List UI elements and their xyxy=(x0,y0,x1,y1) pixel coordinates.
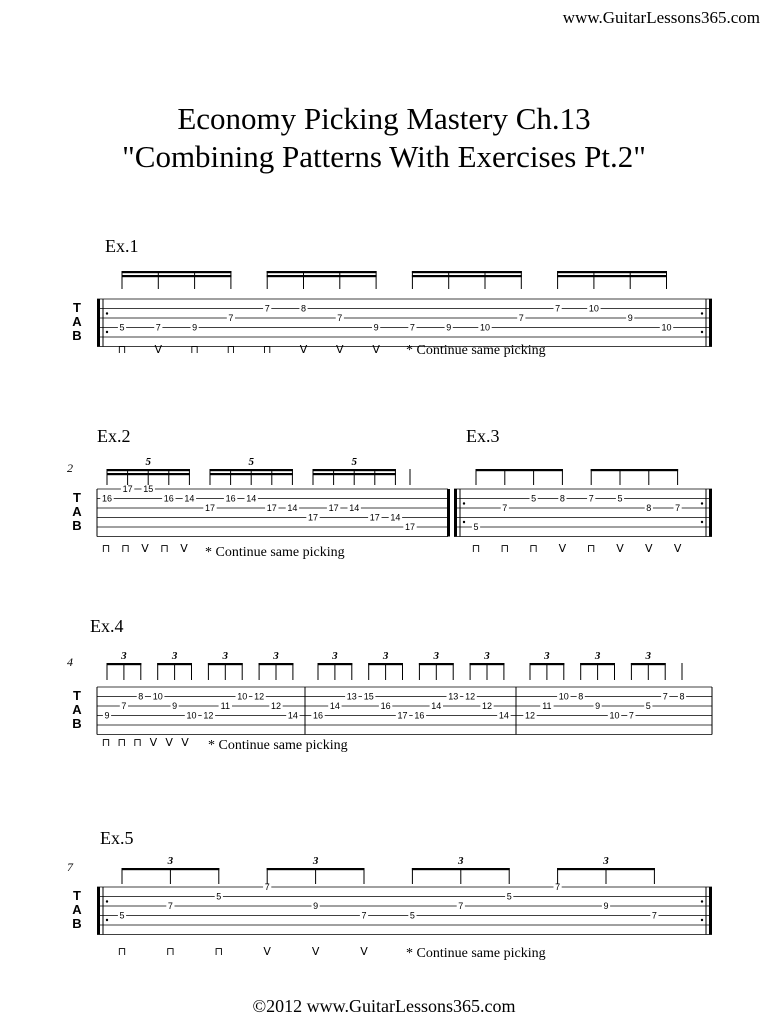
fret-number: 7 xyxy=(155,322,161,333)
upstroke-symbol: V xyxy=(141,542,149,555)
fret-number: 14 xyxy=(329,701,340,712)
beam xyxy=(107,663,142,665)
fret-number: 16 xyxy=(380,701,391,712)
ex1-label: Ex.1 xyxy=(105,236,139,256)
fret-number: 17 xyxy=(328,503,339,514)
repeat-dot xyxy=(701,900,703,902)
tab-letter: T xyxy=(73,490,81,505)
fret-number: 7 xyxy=(588,493,594,504)
fret-number: 8 xyxy=(646,503,652,514)
fret-number: 15 xyxy=(143,484,154,495)
upstroke-symbol: V xyxy=(165,736,173,749)
tuplet-number: 3 xyxy=(171,650,178,662)
fret-number: 14 xyxy=(184,493,195,504)
beam xyxy=(259,663,294,665)
ex5-label: Ex.5 xyxy=(100,828,134,848)
beam xyxy=(267,868,365,870)
picking-note: * Continue same picking xyxy=(208,738,348,753)
fret-number: 12 xyxy=(254,691,265,702)
fret-number: 16 xyxy=(163,493,174,504)
upstroke-symbol: V xyxy=(336,343,344,356)
tab-letter: B xyxy=(72,328,82,343)
downstroke-symbol: ⊓ xyxy=(262,343,272,356)
beam xyxy=(208,663,243,665)
tuplet-number: 3 xyxy=(458,855,464,867)
tab-letter: A xyxy=(72,314,82,329)
upstroke-symbol: V xyxy=(263,945,271,958)
tuplet-number: 3 xyxy=(484,650,490,662)
beam xyxy=(412,868,510,870)
beam xyxy=(267,275,377,277)
repeat-dot xyxy=(701,521,703,523)
tuplet-number: 3 xyxy=(645,650,652,662)
tuplet-number: 5 xyxy=(248,456,254,468)
downstroke-symbol: ⊓ xyxy=(471,542,481,555)
fret-number: 17 xyxy=(369,512,380,523)
beam xyxy=(368,663,403,665)
downstroke-symbol: ⊓ xyxy=(133,736,142,749)
tuplet-number: 3 xyxy=(167,855,174,867)
fret-number: 5 xyxy=(645,701,651,712)
tab-letter: T xyxy=(73,888,81,903)
fret-number: 12 xyxy=(270,701,282,712)
fret-number: 7 xyxy=(121,701,127,712)
tuplet-number: 3 xyxy=(594,650,601,662)
fret-number: 5 xyxy=(409,910,415,921)
double-barline xyxy=(447,489,450,537)
tab-letter: A xyxy=(72,902,82,917)
tuplet-number: 3 xyxy=(544,650,550,662)
fret-number: 14 xyxy=(287,503,298,514)
copyright-footer: ©2012 www.GuitarLessons365.com xyxy=(252,996,516,1016)
fret-number: 7 xyxy=(651,910,657,921)
fret-number: 10 xyxy=(609,710,620,721)
fret-number: 7 xyxy=(167,901,173,912)
fret-number: 7 xyxy=(518,313,524,324)
fret-number: 14 xyxy=(246,493,257,504)
tuplet-number: 3 xyxy=(312,855,319,867)
fret-number: 16 xyxy=(312,710,324,721)
fret-number: 9 xyxy=(603,901,609,912)
upstroke-symbol: V xyxy=(372,343,380,356)
fret-number: 9 xyxy=(172,701,178,712)
tuplet-number: 3 xyxy=(332,650,338,662)
tuplet-number: 5 xyxy=(145,456,151,468)
beam xyxy=(107,469,190,471)
fret-number: 13 xyxy=(448,691,459,702)
tab-letter: B xyxy=(72,518,82,533)
tuplet-number: 3 xyxy=(433,650,440,662)
ex3-label: Ex.3 xyxy=(466,426,500,446)
upstroke-symbol: V xyxy=(645,542,653,555)
fret-number: 12 xyxy=(465,691,476,702)
fret-number: 8 xyxy=(679,691,685,702)
beam xyxy=(318,663,353,665)
fret-number: 5 xyxy=(119,322,125,333)
fret-number: 15 xyxy=(363,691,374,702)
tuplet-number: 3 xyxy=(603,855,609,867)
repeat-dot xyxy=(106,919,108,921)
downstroke-symbol: ⊓ xyxy=(117,343,127,356)
beam xyxy=(631,663,666,665)
beam xyxy=(313,473,396,475)
fret-number: 17 xyxy=(122,484,133,495)
beam xyxy=(412,275,522,277)
downstroke-symbol: ⊓ xyxy=(101,736,111,749)
repeat-dot xyxy=(701,502,703,504)
fret-number: 5 xyxy=(531,493,537,504)
fret-number: 7 xyxy=(228,313,234,324)
beam xyxy=(210,469,293,471)
fret-number: 7 xyxy=(662,691,668,702)
fret-number: 7 xyxy=(264,882,270,893)
fret-number: 14 xyxy=(287,710,298,721)
upstroke-symbol: V xyxy=(180,542,188,555)
repeat-dot xyxy=(463,521,465,523)
repeat-dot xyxy=(106,900,108,902)
beam xyxy=(557,275,667,277)
repeat-bar xyxy=(454,489,457,537)
upstroke-symbol: V xyxy=(673,542,682,555)
beam xyxy=(557,868,655,870)
picking-note: * Continue same picking xyxy=(406,946,546,961)
fret-number: 12 xyxy=(203,710,214,721)
repeat-bar xyxy=(709,299,712,347)
site-url: www.GuitarLessons365.com xyxy=(562,8,760,27)
repeat-bar xyxy=(709,489,712,537)
ex4-label: Ex.4 xyxy=(90,616,124,636)
upstroke-symbol: V xyxy=(616,542,624,555)
fret-number: 9 xyxy=(104,710,110,721)
beam xyxy=(313,469,396,471)
fret-number: 8 xyxy=(559,493,565,504)
fret-number: 12 xyxy=(524,710,536,721)
fret-number: 7 xyxy=(264,303,270,314)
upstroke-symbol: V xyxy=(149,736,158,749)
downstroke-symbol: ⊓ xyxy=(586,542,596,555)
fret-number: 10 xyxy=(661,322,672,333)
downstroke-symbol: ⊓ xyxy=(117,736,127,749)
fret-number: 14 xyxy=(498,710,509,721)
fret-number: 10 xyxy=(237,691,248,702)
fret-number: 9 xyxy=(446,322,452,333)
fret-number: 8 xyxy=(578,691,584,702)
fret-number: 10 xyxy=(186,710,197,721)
fret-number: 9 xyxy=(627,313,633,324)
tuplet-number: 3 xyxy=(273,650,279,662)
downstroke-symbol: ⊓ xyxy=(214,945,224,958)
beam xyxy=(557,271,667,273)
fret-number: 8 xyxy=(300,303,307,314)
page-subtitle: "Combining Patterns With Exercises Pt.2" xyxy=(122,139,646,174)
repeat-dot xyxy=(463,502,465,504)
fret-number: 9 xyxy=(313,901,319,912)
fret-number: 17 xyxy=(204,503,216,514)
repeat-dot xyxy=(106,312,108,314)
fret-number: 7 xyxy=(502,503,508,514)
downstroke-symbol: ⊓ xyxy=(121,542,130,555)
fret-number: 12 xyxy=(481,701,493,712)
fret-number: 17 xyxy=(397,710,408,721)
fret-number: 10 xyxy=(558,691,569,702)
beam xyxy=(580,663,615,665)
fret-number: 7 xyxy=(675,503,681,514)
beam xyxy=(412,271,522,273)
repeat-bar xyxy=(709,887,712,935)
tab-letter: T xyxy=(73,688,81,703)
repeat-bar xyxy=(97,887,100,935)
downstroke-symbol: ⊓ xyxy=(529,542,538,555)
beam xyxy=(210,473,293,475)
fret-number: 7 xyxy=(555,882,561,893)
tab-letter: T xyxy=(73,300,81,315)
tab-letter: B xyxy=(72,716,82,731)
fret-number: 5 xyxy=(506,891,512,902)
downstroke-symbol: ⊓ xyxy=(166,945,175,958)
fret-number: 7 xyxy=(361,910,367,921)
tuplet-number: 3 xyxy=(382,650,389,662)
beam xyxy=(476,469,563,471)
fret-number: 17 xyxy=(266,503,277,514)
repeat-dot xyxy=(701,312,703,314)
fret-number: 14 xyxy=(390,512,401,523)
beam xyxy=(122,868,220,870)
beam xyxy=(122,271,232,273)
tab-letter: A xyxy=(72,702,82,717)
repeat-bar xyxy=(97,299,100,347)
upstroke-symbol: V xyxy=(154,343,163,356)
fret-number: 11 xyxy=(542,701,552,712)
measure-number: 4 xyxy=(67,655,73,669)
upstroke-symbol: V xyxy=(360,945,368,958)
fret-number: 10 xyxy=(152,691,163,702)
fret-number: 13 xyxy=(346,691,357,702)
fret-number: 8 xyxy=(138,691,144,702)
fret-number: 5 xyxy=(473,522,479,533)
upstroke-symbol: V xyxy=(181,736,189,749)
fret-number: 5 xyxy=(617,493,623,504)
beam xyxy=(419,663,454,665)
fret-number: 17 xyxy=(307,512,319,523)
fret-number: 11 xyxy=(220,701,230,712)
fret-number: 14 xyxy=(349,503,360,514)
beam xyxy=(107,473,190,475)
tuplet-number: 3 xyxy=(222,650,229,662)
picking-note: * Continue same picking xyxy=(406,343,546,358)
beam xyxy=(470,663,505,665)
fret-number: 9 xyxy=(595,701,601,712)
fret-number: 7 xyxy=(458,901,464,912)
fret-number: 14 xyxy=(431,701,442,712)
fret-number: 10 xyxy=(588,303,599,314)
downstroke-symbol: ⊓ xyxy=(101,542,111,555)
downstroke-symbol: ⊓ xyxy=(117,945,127,958)
tab-letter: B xyxy=(72,916,82,931)
fret-number: 7 xyxy=(628,710,634,721)
repeat-dot xyxy=(106,331,108,333)
fret-number: 5 xyxy=(119,910,125,921)
fret-number: 16 xyxy=(225,493,236,504)
picking-note: * Continue same picking xyxy=(205,545,345,560)
fret-number: 9 xyxy=(192,322,198,333)
beam xyxy=(157,663,192,665)
beam xyxy=(122,275,232,277)
tuplet-number: 3 xyxy=(121,650,127,662)
repeat-dot xyxy=(701,331,703,333)
downstroke-symbol: ⊓ xyxy=(226,343,236,356)
downstroke-symbol: ⊓ xyxy=(160,542,169,555)
beam xyxy=(530,663,565,665)
upstroke-symbol: V xyxy=(558,542,567,555)
fret-number: 7 xyxy=(337,313,343,324)
beam xyxy=(591,469,678,471)
fret-number: 10 xyxy=(479,322,491,333)
fret-number: 17 xyxy=(404,522,416,533)
fret-number: 7 xyxy=(555,303,561,314)
beam xyxy=(267,271,377,273)
fret-number: 5 xyxy=(216,891,222,902)
upstroke-symbol: V xyxy=(311,945,320,958)
downstroke-symbol: ⊓ xyxy=(190,343,199,356)
downstroke-symbol: ⊓ xyxy=(500,542,510,555)
fret-number: 16 xyxy=(101,493,113,504)
page-title: Economy Picking Mastery Ch.13 xyxy=(177,101,591,136)
tuplet-number: 5 xyxy=(351,456,357,468)
fret-number: 9 xyxy=(373,322,379,333)
upstroke-symbol: V xyxy=(299,343,308,356)
tab-letter: A xyxy=(72,504,82,519)
fret-number: 16 xyxy=(414,710,425,721)
measure-number: 7 xyxy=(67,860,73,874)
fret-number: 7 xyxy=(409,322,415,333)
ex2-label: Ex.2 xyxy=(97,426,131,446)
measure-number: 2 xyxy=(67,461,73,475)
repeat-dot xyxy=(701,919,703,921)
